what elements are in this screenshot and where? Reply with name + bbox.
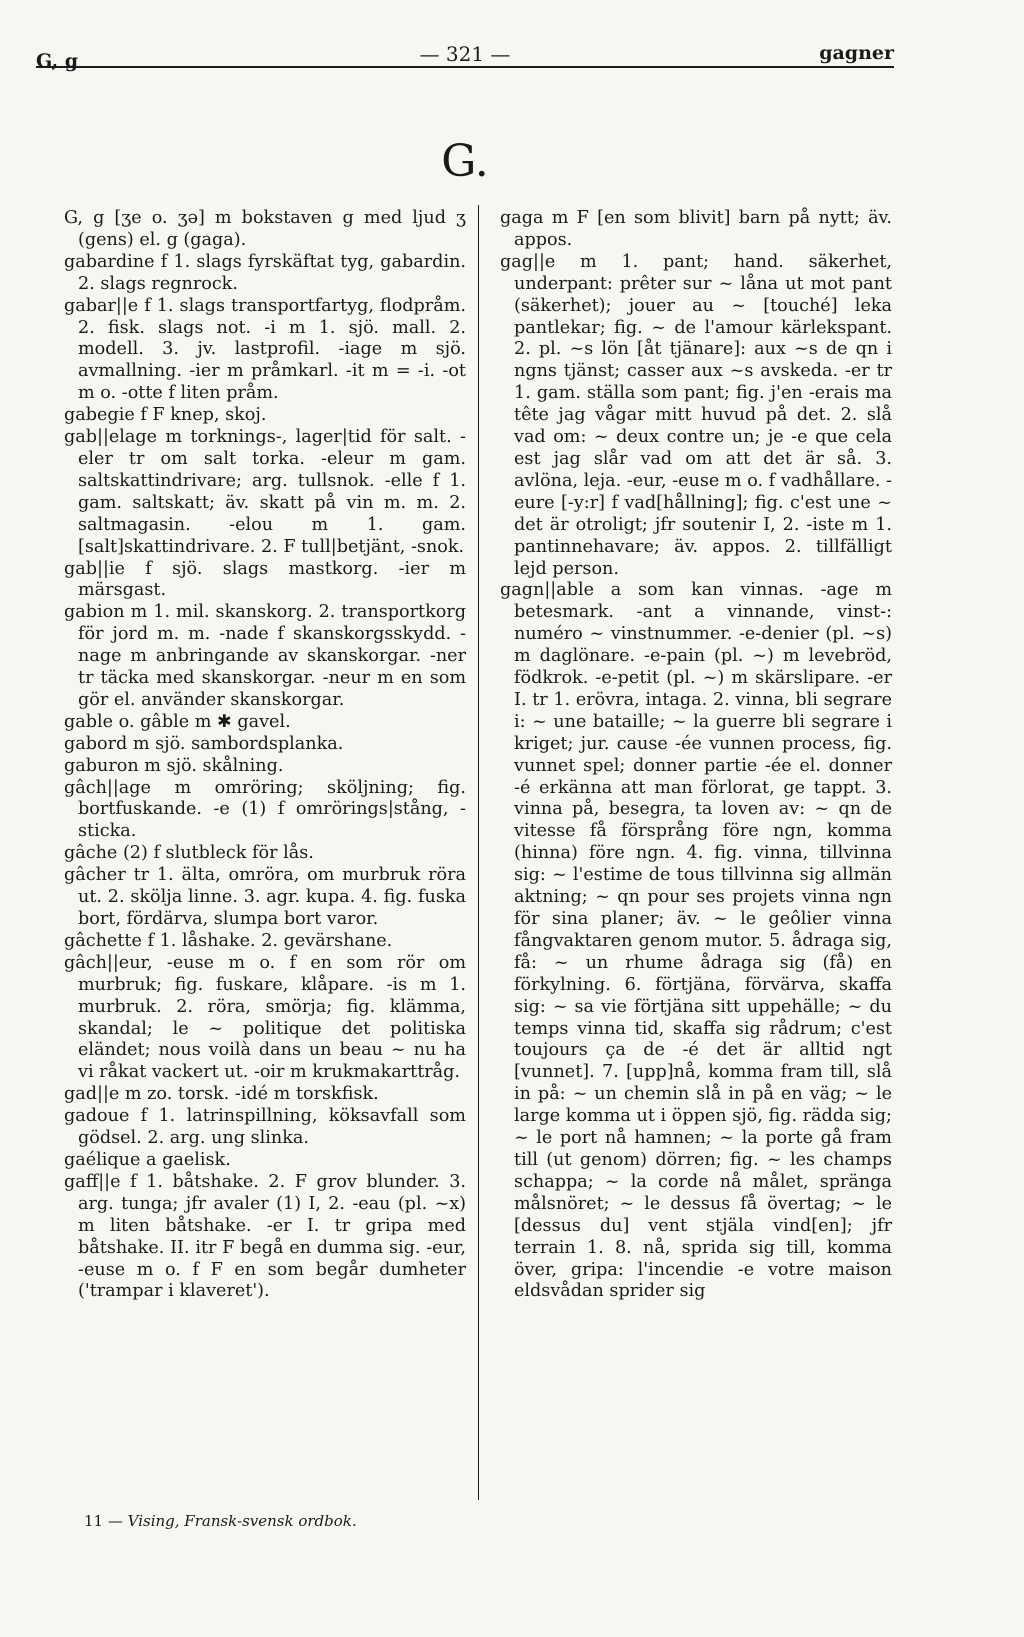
dictionary-entry: gabion m 1. mil. skanskorg. 2. transportkorg för jord m. m. -nade f skanskorgsskydd. -nage m anbringande av skanskorgar. -ner tr täcka med skanskorgar. -neur m en som gör el. använder skanskorgar. — [64, 602, 466, 710]
section-letter: G. — [441, 136, 489, 187]
page-number: — 321 — — [419, 42, 511, 66]
dictionary-entry: G, g [ʒe o. ʒə] m bokstaven g med ljud ʒ (gens) el. g (gaga). — [64, 208, 466, 250]
dictionary-entry: gâche (2) f slutbleck för lås. — [64, 843, 314, 864]
header-rule — [36, 66, 894, 68]
right-column — [500, 208, 892, 1303]
dictionary-entry: gâch||age m omröring; sköljning; fig. bortfuskande. -e (1) f omrörings|stång, -sticka. — [64, 777, 466, 842]
dictionary-entry: gable o. gâble m ✱ gavel. — [64, 711, 291, 732]
dictionary-entry: gâcher tr 1. älta, omröra, om murbruk röra ut. 2. skölja linne. 3. agr. kupa. 4. fig. fuska bort, fördärva, slumpa bort varor. — [64, 865, 466, 929]
dictionary-entry: gaélique a gaelisk. — [64, 1149, 231, 1170]
dictionary-entry: gaburon m sjö. skålning. — [64, 755, 284, 776]
dictionary-entry: gab||ie f sjö. slags mastkorg. -ier m märsgast. — [64, 558, 466, 601]
column-divider — [478, 205, 479, 1500]
dictionary-entry: gag||e m 1. pant; hand. säkerhet, underpant: prêter sur ~ låna ut mot pant (säkerhet); jouer au ~ [touché] leka pantlekar; fig. ~ de l'amour kärlekspant. 2. pl. ~s lön [åt tjänare]: aux ~s de qn i ngns tjänst; casser aux ~s avskeda. -er tr 1. gam. ställa som pant; fig. j'en -erais ma tête jag vågar mitt huvud på det. 2. slå vad om: ~ deux contre un; je -e que cela est jag slår vad om att det är så. 3. avlöna, leja. -eur, -euse m o. f vadhållare. -eure [-y:r] f vad[hållning]; fig. c'est une ~ det är otroligt; jfr soutenir I, 2. -iste m 1. pantinnehavare; äv. appos. 2. tillfälligt lejd person. — [500, 251, 892, 579]
dictionary-entry: gabardine f 1. slags fyrskäftat tyg, gabardin. 2. slags regnrock. — [64, 251, 466, 294]
dictionary-entry: gabegie f F knep, skoj. — [64, 405, 267, 426]
signature-text: — Vising, Fransk-svensk ordbok. — [107, 1512, 357, 1530]
dictionary-entry: gaff||e f 1. båtshake. 2. F grov blunder. 3. arg. tunga; jfr avaler (1) I, 2. -eau (pl. ~x) m liten båtshake. -er I. tr gripa med båtshake. II. itr F begå en dumma sig. -eur, -euse m o. f F en som begår dumheter ('trampar i klaveret'). — [64, 1171, 466, 1302]
signature-number: 11 — [84, 1512, 104, 1530]
dictionary-entry: gadoue f 1. latrinspillning, köksavfall som gödsel. 2. arg. ung slinka. — [64, 1106, 466, 1149]
dictionary-entry: gagn||able a som kan vinnas. -age m betesmark. -ant a vinnande, vinst-: numéro ~ vinstnummer. -e-denier (pl. ~s) m daglönare. -e-pain (pl. ~) m levebröd, födkrok. -e-petit (pl. ~) m skärslipare. -er I. tr 1. erövra, intaga. 2. vinna, bli segrare i: ~ une bataille; ~ la guerre bli segrare i kriget; jur. cause -ée vunnen process, fig. vunnet spel; donner partie -ée el. donner -é erkänna att man förlorat, ge tappt. 3. vinna på, besegra, ta loven av: ~ qn de vitesse få försprång före ngn, komma (hinna) före ngn. 4. fig. vinna, tillvinna sig: ~ l'estime de tous tillvinna sig allmän aktning; ~ qn pour ses projets vinna ngn för sina planer; äv. ~ le geôlier vinna fångvaktaren genom mutor. 5. ådraga sig, få: ~ un rhume ådraga sig (få) en förkylning. 6. förtjäna, förvärva, skaffa sig: ~ sa vie förtjäna sitt uppehälle; ~ du temps vinna tid, skaffa sig rådrum; c'est toujours ça de -é det är alltid ngt [vunnet]. 7. [upp]nå, komma fram till, slå in på: ~ un chemin slå in på en väg; ~ le large komma ut i öppen sjö, fig. rädda sig; ~ le port nå hamnen; ~ la porte gå fram till (ut genom) dörren; fig. ~ les champs schappa; ~ la corde nå målet, spränga målsnöret; ~ le dessus få övertag; ~ le [dessus du] vent stjäla vind[en]; jfr terrain 1. 8. nå, sprida sig till, komma över, gripa: l'incendie -e votre maison eldsvådan sprider sig — [500, 580, 892, 1302]
dictionary-entry: gabar||e f 1. slags transportfartyg, flodpråm. 2. fisk. slags not. -i m 1. sjö. mall. 2. modell. 3. jv. lastprofil. -iage m sjö. avmallning. -ier m pråmkarl. -it m = -i. -ot m o. -otte f liten pråm. — [64, 295, 466, 404]
left-column — [64, 208, 466, 1303]
signature-footer — [84, 1512, 357, 1530]
dictionary-entry: gâch||eur, -euse m o. f en som rör om murbruk; fig. fuskare, klåpare. -is m 1. murbruk. 2. röra, smörja; fig. klämma, skandal; le ~ politique det politiska eländet; nous voilà dans un beau ~ nu ha vi råkat vackert ut. -oir m krukmakarttråg. — [64, 952, 466, 1083]
header-left: G, g — [36, 50, 79, 72]
header-right: gagner — [819, 42, 894, 64]
dictionary-entry: gad||e m zo. torsk. -idé m torskfisk. — [64, 1084, 379, 1105]
dictionary-entry: gaga m F [en som blivit] barn på nytt; äv. appos. — [500, 208, 892, 250]
dictionary-entry: gabord m sjö. sambordsplanka. — [64, 733, 344, 754]
dictionary-entry: gâchette f 1. låshake. 2. gevärshane. — [64, 930, 393, 951]
dictionary-entry: gab||elage m torknings-, lager|tid för salt. -eler tr om salt torka. -eleur m gam. saltskattindrivare; arg. tullsnok. -elle f 1. gam. saltskatt; äv. skatt på vin m. m. 2. saltmagasin. -elou m 1. gam. [salt]skattindrivare. 2. F tull|betjänt, -snok. — [64, 427, 466, 557]
